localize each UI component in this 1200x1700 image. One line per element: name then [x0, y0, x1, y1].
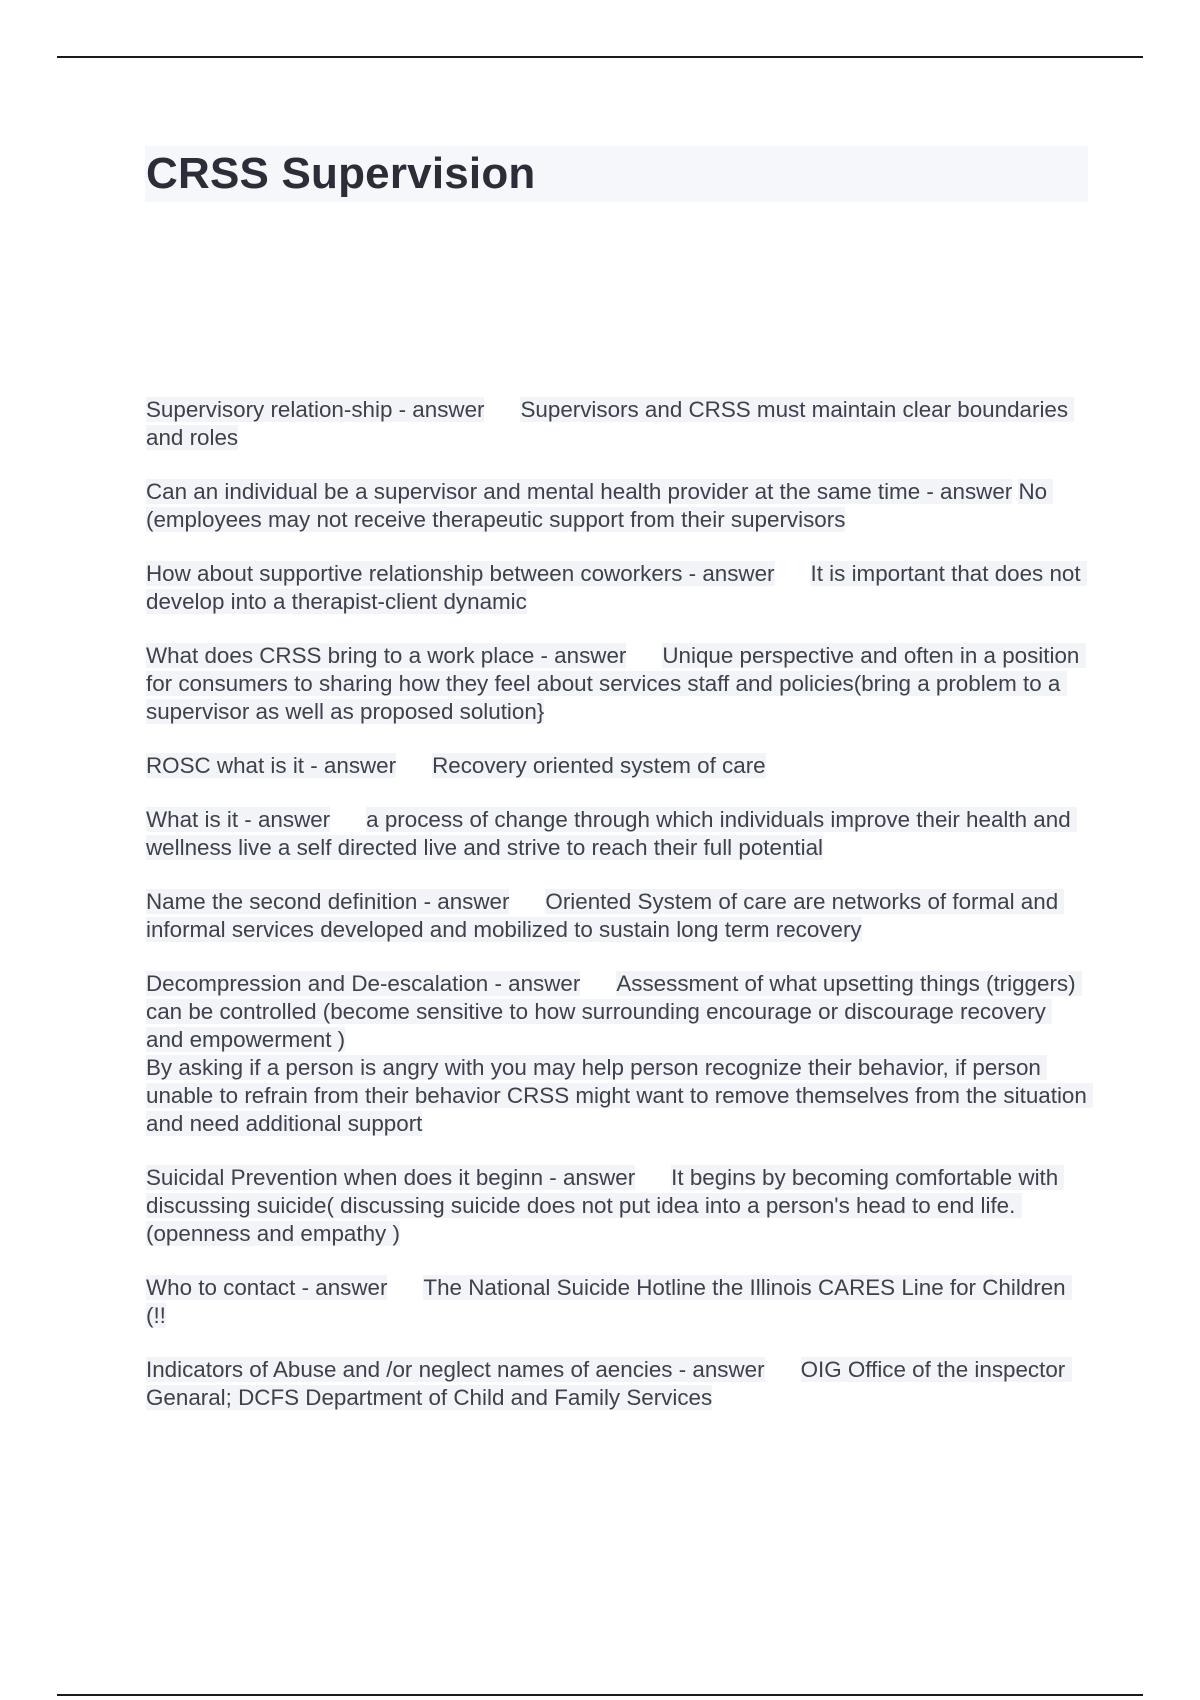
flashcard-term: What does CRSS bring to a work place - answer — [146, 643, 627, 668]
flashcard-term: Name the second definition - answer — [146, 889, 510, 914]
flashcard-term: How about supportive relationship between coworkers - answer — [146, 561, 775, 586]
flashcard-list — [146, 396, 1088, 1438]
flashcard-definition: Assessment of what upsetting things (triggers) can be controlled (become sensitive to how surrounding encourage or discourage recovery and empowerment ) By asking if a person is angry with you may help person recognize their behavior, if person unable to refrain from their behavior CRSS might want to remove themselves from the situation and need additional support — [146, 971, 1093, 1136]
flashcard-term: Who to contact - answer — [146, 1275, 388, 1300]
flashcard — [146, 560, 1088, 616]
flashcard — [146, 752, 1088, 780]
flashcard — [146, 642, 1088, 726]
flashcard-definition: It begins by becoming comfortable with discussing suicide( discussing suicide does not put idea into a person's head to end life. (openness and empathy ) — [146, 1165, 1065, 1246]
flashcard-definition: OIG Office of the inspector Genaral; DCFS Department of Child and Family Services — [146, 1357, 1072, 1410]
flashcard — [146, 970, 1088, 1138]
flashcard — [146, 396, 1088, 452]
flashcard-definition: Unique perspective and often in a position for consumers to sharing how they feel about services staff and policies(bring a problem to a supervisor as well as proposed solution} — [146, 643, 1086, 724]
flashcard-definition: It is important that does not develop into a therapist-client dynamic — [146, 561, 1087, 614]
flashcard — [146, 1164, 1088, 1248]
flashcard-term: Decompression and De-escalation - answer — [146, 971, 581, 996]
document-title: CRSS Supervision — [146, 149, 536, 198]
flashcard — [146, 478, 1088, 534]
flashcard-definition: a process of change through which individuals improve their health and wellness live a self directed live and strive to reach their full potential — [146, 807, 1077, 860]
flashcard-definition: Supervisors and CRSS must maintain clear boundaries and roles — [146, 397, 1075, 450]
bottom-rule — [57, 1694, 1143, 1696]
flashcard-definition: Recovery oriented system of care — [432, 753, 766, 778]
flashcard-definition: The National Suicide Hotline the Illinois CARES Line for Children (!! — [146, 1275, 1072, 1328]
flashcard-term: ROSC what is it - answer — [146, 753, 397, 778]
flashcard — [146, 806, 1088, 862]
flashcard — [146, 1356, 1088, 1412]
flashcard-term: Suicidal Prevention when does it beginn - answer — [146, 1165, 636, 1190]
flashcard-term: What is it - answer — [146, 807, 331, 832]
top-rule — [57, 56, 1143, 58]
flashcard-term: Can an individual be a supervisor and mental health provider at the same time - answer — [146, 479, 1013, 504]
flashcard-term: Supervisory relation-ship - answer — [146, 397, 485, 422]
flashcard-term: Indicators of Abuse and /or neglect names of aencies - answer — [146, 1357, 765, 1382]
flashcard — [146, 888, 1088, 944]
flashcard-definition: Oriented System of care are networks of formal and informal services developed and mobilized to sustain long term recovery — [146, 889, 1065, 942]
flashcard — [146, 1274, 1088, 1330]
flashcard-definition: No (employees may not receive therapeutic support from their supervisors — [146, 479, 1054, 532]
